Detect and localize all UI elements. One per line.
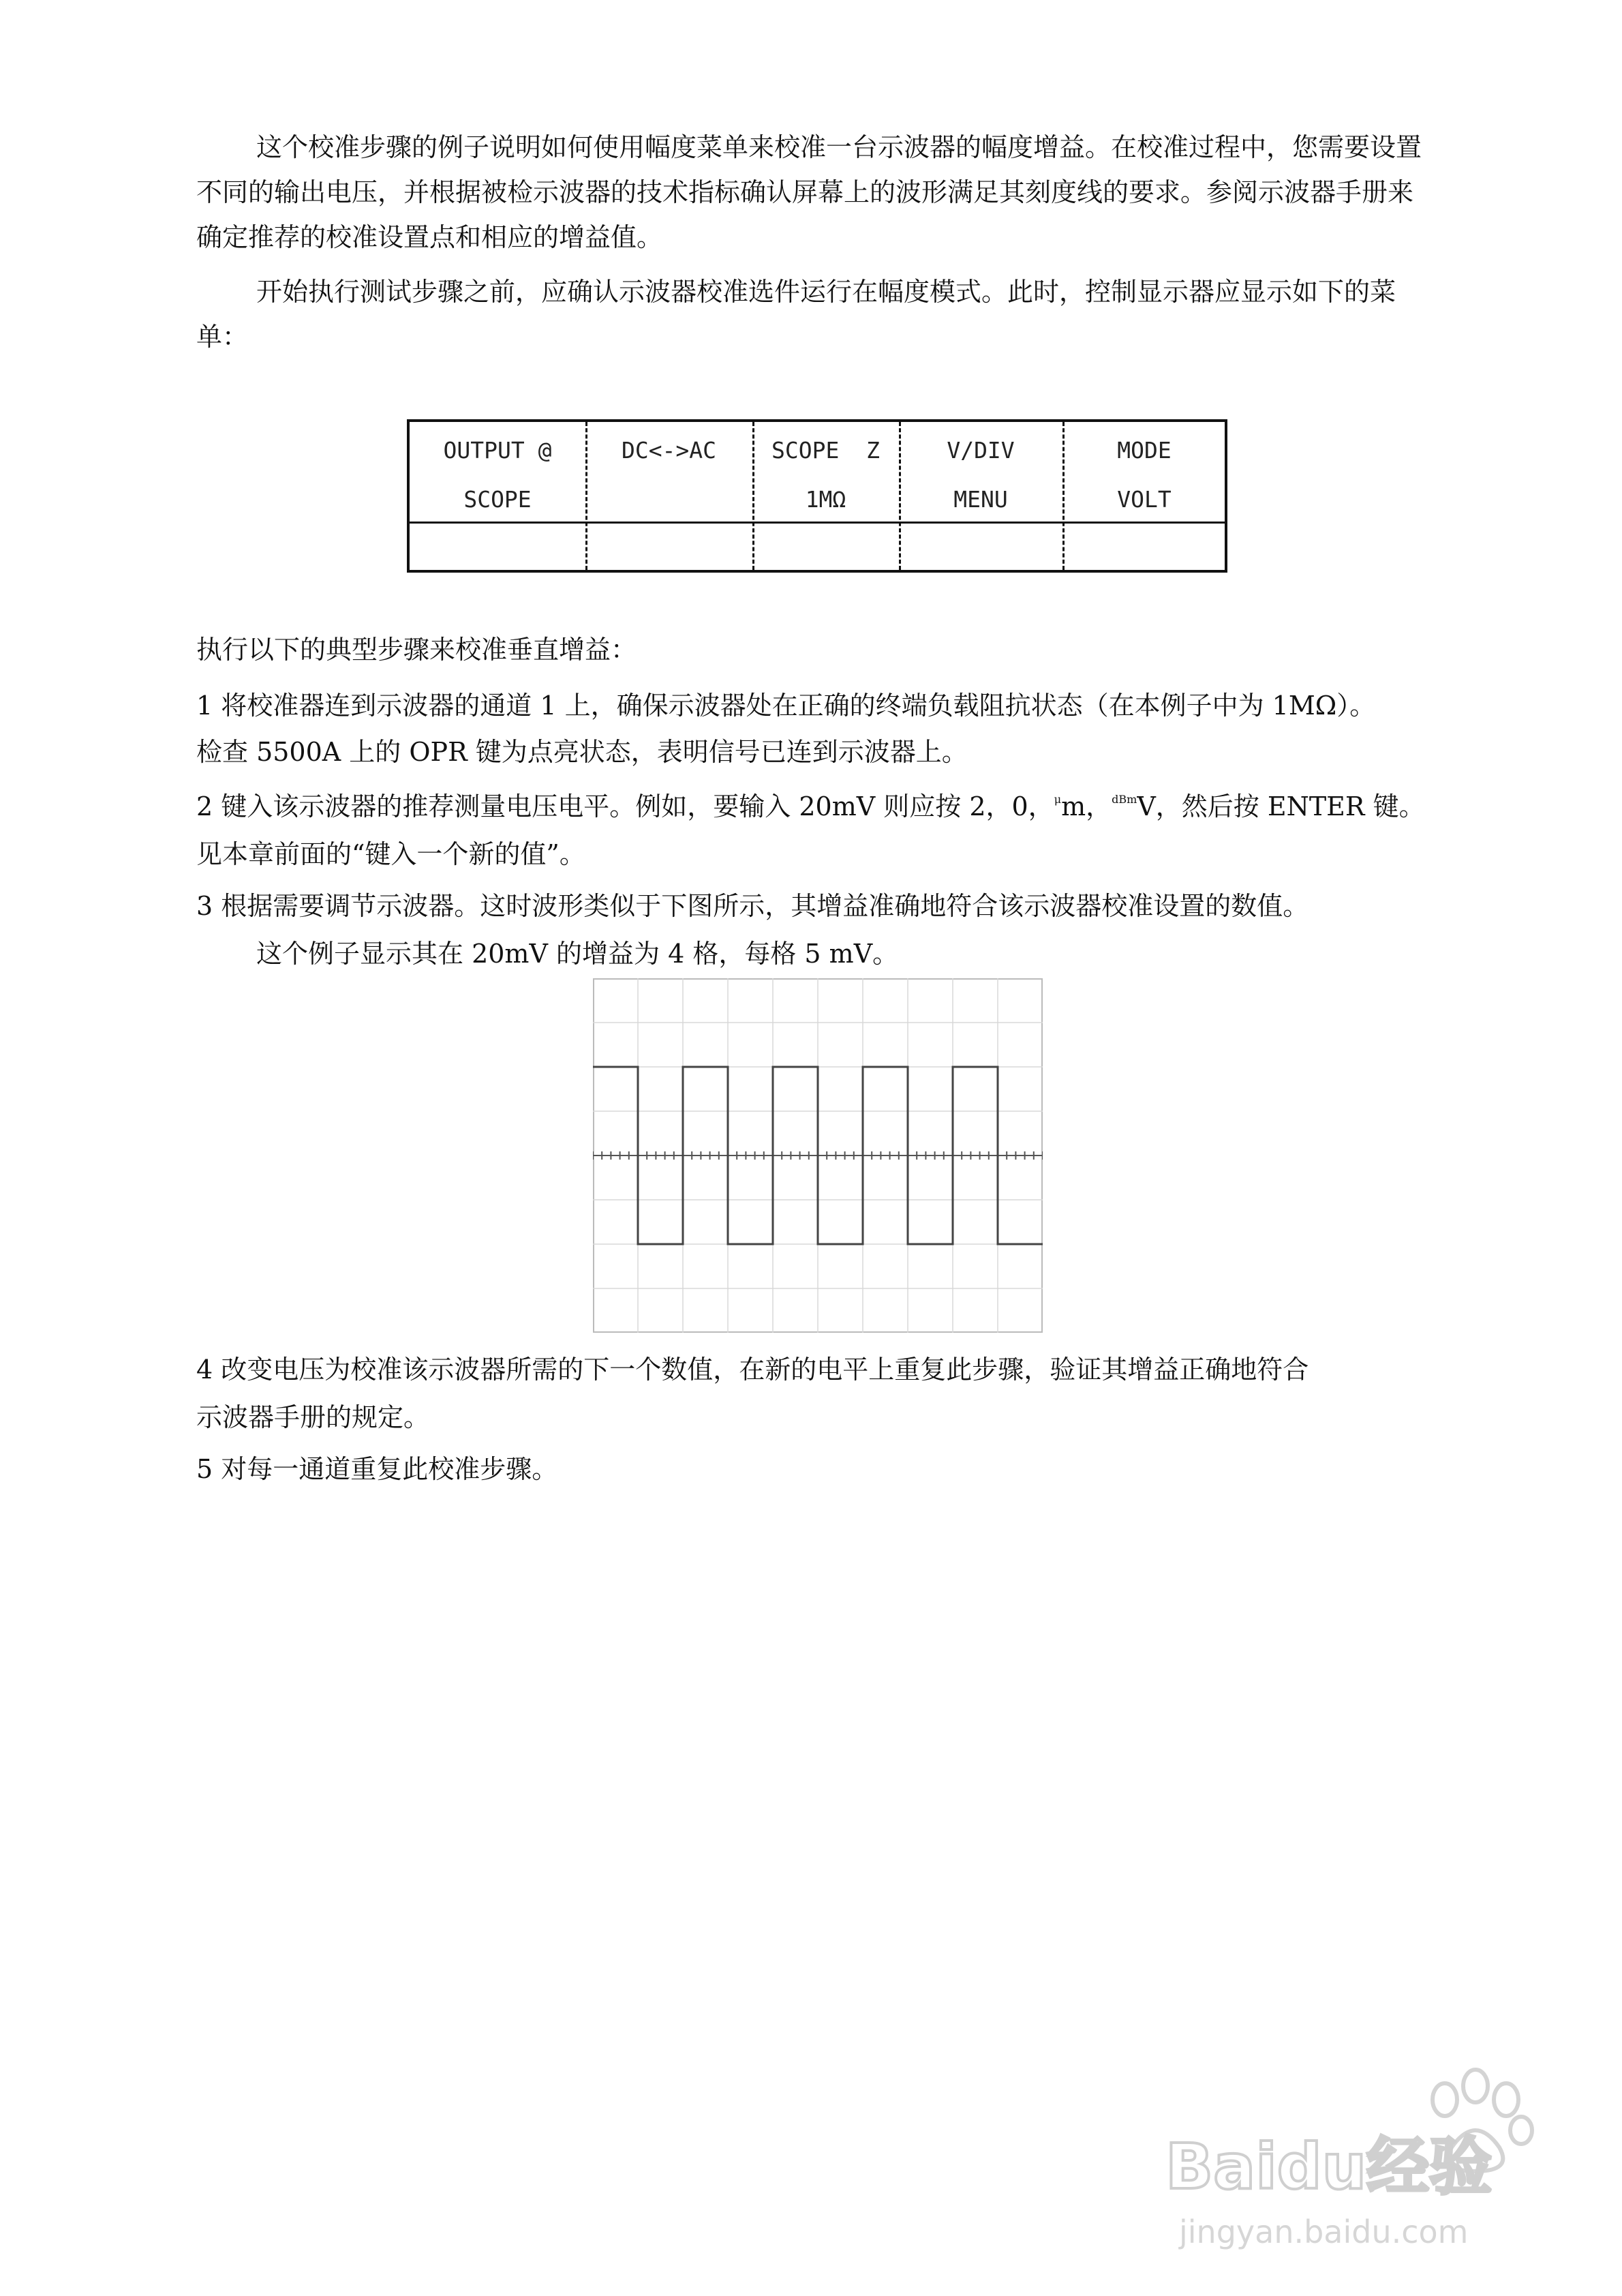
steps-heading: 执行以下的典型步骤来校准垂直增益： xyxy=(196,635,637,665)
step-2-line-1 xyxy=(196,785,1425,823)
step-2-text: V，然后按 ENTER 键。 xyxy=(1137,791,1425,821)
menu-label: VOLT xyxy=(1117,486,1172,513)
step-2-line-2: 见本章前面的“键入一个新的值”。 xyxy=(196,839,585,869)
dbm-key-label: dBm xyxy=(1112,793,1137,806)
menu-label: DC<->AC xyxy=(621,437,717,464)
watermark-brand: Baidu经验 xyxy=(1165,2130,1493,2203)
menu-label: SCOPE Z xyxy=(771,437,880,464)
menu-softkey-mode-volt[interactable] xyxy=(1062,422,1226,522)
oscilloscope-waveform xyxy=(593,978,1043,1333)
step-4-line-2: 示波器手册的规定。 xyxy=(196,1402,430,1432)
mu-key-label: μ xyxy=(1054,793,1062,806)
intro-paragraph-2: 开始执行测试步骤之前，应确认示波器校准选件运行在幅度模式。此时，控制显示器应显示如下的菜单： xyxy=(196,277,1396,352)
menu-softkey-output-scope[interactable] xyxy=(410,422,585,522)
menu-divider xyxy=(410,522,1225,524)
menu-label: V/DIV xyxy=(947,437,1015,464)
menu-label: MENU xyxy=(953,486,1008,513)
step-2-text: m， xyxy=(1061,791,1112,821)
step-3-line-1: 3 根据需要调节示波器。这时波形类似于下图所示，其增益准确地符合该示波器校准设置的数值。 xyxy=(196,891,1309,921)
menu-label: MODE xyxy=(1117,437,1172,464)
control-display-menu xyxy=(407,419,1227,573)
menu-softkey-scope-z[interactable] xyxy=(752,422,899,522)
menu-softkey-vdiv-menu[interactable] xyxy=(899,422,1062,522)
menu-label: OUTPUT @ xyxy=(443,437,552,464)
step-1-line-1: 1 将校准器连到示波器的通道 1 上，确保示波器处在正确的终端负载阻抗状态（在本例子中为 1MΩ）。 xyxy=(196,691,1376,721)
step-3-line-2: 这个例子显示其在 20mV 的增益为 4 格，每格 5 mV。 xyxy=(256,939,899,969)
menu-label: 1MΩ xyxy=(805,486,846,513)
baidu-jingyan-watermark xyxy=(1159,2038,1567,2263)
watermark-url: jingyan.baidu.com xyxy=(1179,2214,1469,2250)
step-2-text: 2 键入该示波器的推荐测量电压电平。例如，要输入 20mV 则应按 2，0， xyxy=(196,791,1054,821)
intro-paragraph-1: 这个校准步骤的例子说明如何使用幅度菜单来校准一台示波器的幅度增益。在校准过程中，您需要设置不同的输出电压，并根据被检示波器的技术指标确认屏幕上的波形满足其刻度线的要求。参阅示波器手册来确定推荐的校准设置点和相应的增益值。 xyxy=(196,132,1422,252)
step-4-line-1: 4 改变电压为校准该示波器所需的下一个数值，在新的电平上重复此步骤，验证其增益正确地符合 xyxy=(196,1355,1309,1385)
step-5: 5 对每一通道重复此校准步骤。 xyxy=(196,1454,558,1484)
menu-softkey-dc-ac[interactable] xyxy=(585,422,752,522)
menu-label: SCOPE xyxy=(463,486,532,513)
step-1-line-2: 检查 5500A 上的 OPR 键为点亮状态，表明信号已连到示波器上。 xyxy=(196,737,968,767)
